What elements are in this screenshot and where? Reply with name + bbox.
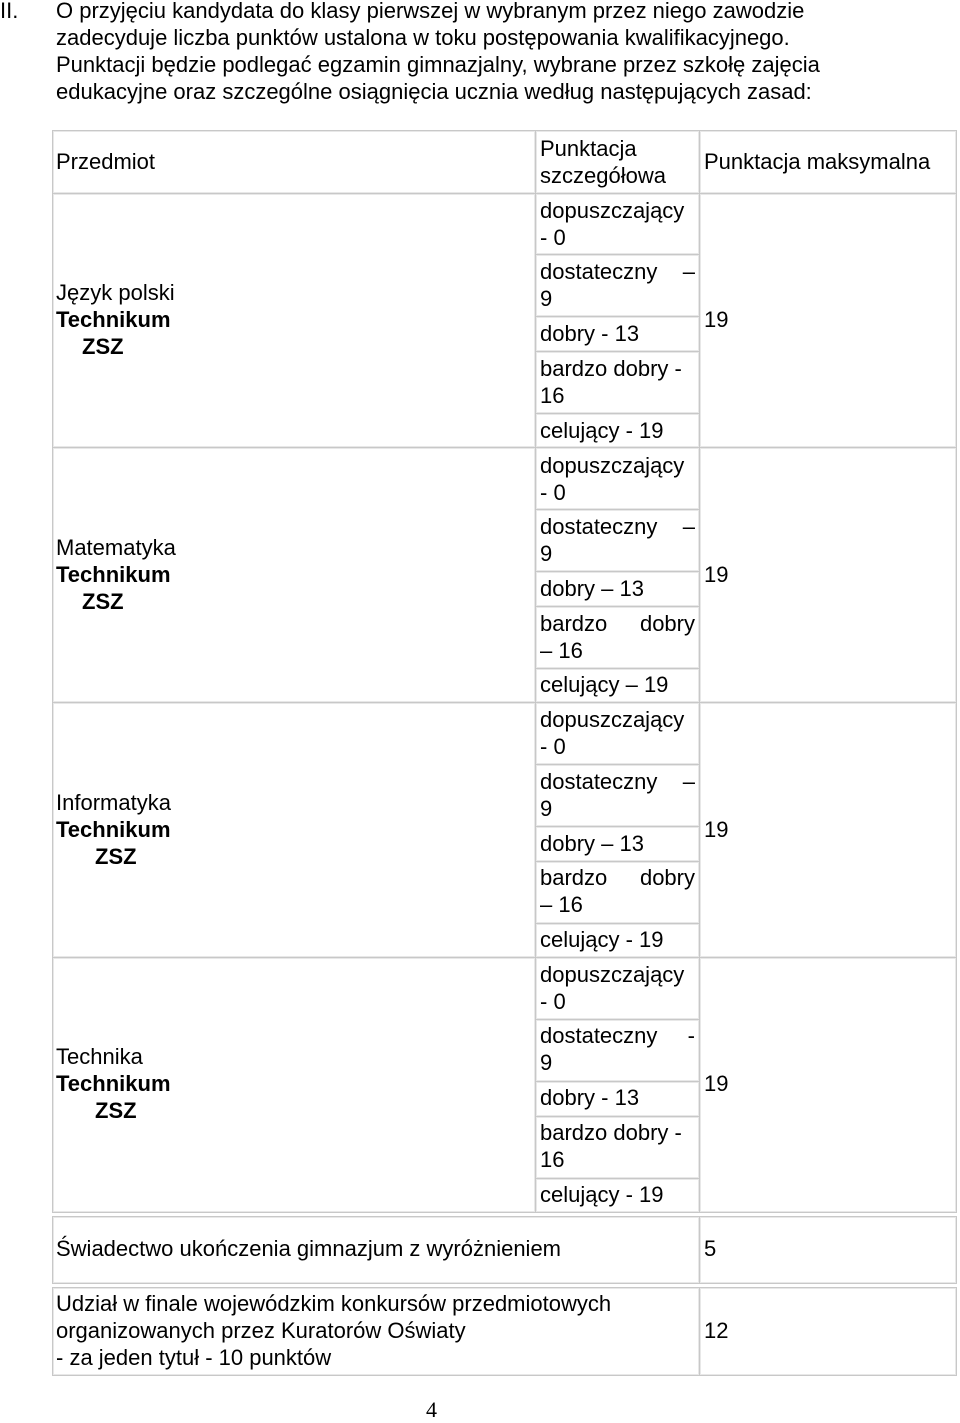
section-number: II. <box>0 0 19 23</box>
grade-word: dobry <box>639 865 695 890</box>
grade-label: dopuszczający <box>540 707 685 732</box>
grade-label <box>540 1022 695 1049</box>
grade-points: 16 <box>540 383 565 408</box>
school-type: Technikum <box>56 562 171 587</box>
max-points: 19 <box>704 1071 729 1096</box>
grade-label <box>540 768 695 795</box>
grade-name: dostateczny <box>540 259 658 284</box>
subject-name: Technika <box>56 1044 143 1069</box>
grade-label <box>540 610 695 637</box>
extra-text: Świadectwo ukończenia gimnazjum z wyróżnieniem <box>56 1236 562 1261</box>
grade-points: 9 <box>540 541 553 566</box>
max-points: 5 <box>704 1236 717 1261</box>
grade-points: - 0 <box>540 734 566 759</box>
grade-points: – 16 <box>540 892 583 917</box>
extra-text: - za jeden tytuł - 10 punktów <box>56 1345 332 1370</box>
grade-label: celujący - 19 <box>540 418 664 443</box>
grade-points: - 0 <box>540 225 566 250</box>
grade-label: dobry – 13 <box>540 576 644 601</box>
max-points: 19 <box>704 307 729 332</box>
subject-name: Matematyka <box>56 535 176 560</box>
grade-dash: - <box>687 1023 695 1048</box>
grade-label <box>540 864 695 891</box>
grade-name: dostateczny <box>540 769 658 794</box>
school-type: ZSZ <box>82 334 124 359</box>
grade-label: dobry - 13 <box>540 1085 640 1110</box>
grade-label <box>540 258 695 285</box>
grade-label <box>540 513 695 540</box>
max-cell <box>699 957 957 1213</box>
grade-points: 16 <box>540 1147 565 1172</box>
school-type: Technikum <box>56 817 171 842</box>
grade-word: bardzo <box>540 865 608 890</box>
grade-dash: – <box>682 259 695 284</box>
page-number: 4 <box>426 1397 437 1422</box>
school-type: ZSZ <box>95 1098 137 1123</box>
grade-label: celujący - 19 <box>540 1182 664 1207</box>
subject-name: Informatyka <box>56 790 171 815</box>
grade-label: bardzo dobry - <box>540 1120 682 1145</box>
grade-points: - 0 <box>540 989 566 1014</box>
extra-text: organizowanych przez Kuratorów Oświaty <box>56 1318 466 1343</box>
school-type: Technikum <box>56 1071 171 1096</box>
header-detail: szczegółowa <box>540 163 666 188</box>
grade-label: dopuszczający <box>540 962 685 987</box>
grade-points: – 16 <box>540 638 583 663</box>
grade-points: 9 <box>540 286 553 311</box>
school-type: ZSZ <box>82 589 124 614</box>
max-points: 12 <box>704 1318 729 1343</box>
header-subject: Przedmiot <box>56 149 156 174</box>
grade-label: celujący – 19 <box>540 672 669 697</box>
grade-label: bardzo dobry - <box>540 356 682 381</box>
intro-line: zadecyduje liczba punktów ustalona w toku postępowania kwalifikacyjnego. <box>56 25 790 50</box>
intro-line: edukacyjne oraz szczególne osiągnięcia ucznia według następujących zasad: <box>56 79 812 104</box>
school-type: Technikum <box>56 307 171 332</box>
header-max: Punktacja maksymalna <box>704 149 931 174</box>
grade-label: dopuszczający <box>540 453 685 478</box>
grade-word: dobry <box>639 611 695 636</box>
max-cell <box>699 1216 957 1284</box>
max-cell <box>699 193 957 448</box>
grade-label: dobry – 13 <box>540 831 644 856</box>
max-cell <box>699 1287 957 1376</box>
grade-points: - 0 <box>540 480 566 505</box>
intro-line: Punktacji będzie podlegać egzamin gimnazjalny, wybrane przez szkołę zajęcia <box>56 52 820 77</box>
grade-label: celujący - 19 <box>540 927 664 952</box>
grade-word: bardzo <box>540 611 608 636</box>
header-detail: Punktacja <box>540 136 637 161</box>
grade-points: 9 <box>540 796 553 821</box>
grade-label: dopuszczający <box>540 198 685 223</box>
grade-name: dostateczny <box>540 514 658 539</box>
grade-label: dobry - 13 <box>540 321 640 346</box>
grade-dash: – <box>682 769 695 794</box>
intro-line: O przyjęciu kandydata do klasy pierwszej w wybranym przez niego zawodzie <box>56 0 805 23</box>
grade-dash: – <box>682 514 695 539</box>
grade-name: dostateczny <box>540 1023 658 1048</box>
max-points: 19 <box>704 817 729 842</box>
subject-name: Język polski <box>56 280 175 305</box>
max-cell <box>699 447 957 703</box>
grade-points: 9 <box>540 1050 553 1075</box>
max-points: 19 <box>704 562 729 587</box>
max-cell <box>699 702 957 958</box>
extra-text: Udział w finale wojewódzkim konkursów przedmiotowych <box>56 1291 612 1316</box>
school-type: ZSZ <box>95 844 137 869</box>
